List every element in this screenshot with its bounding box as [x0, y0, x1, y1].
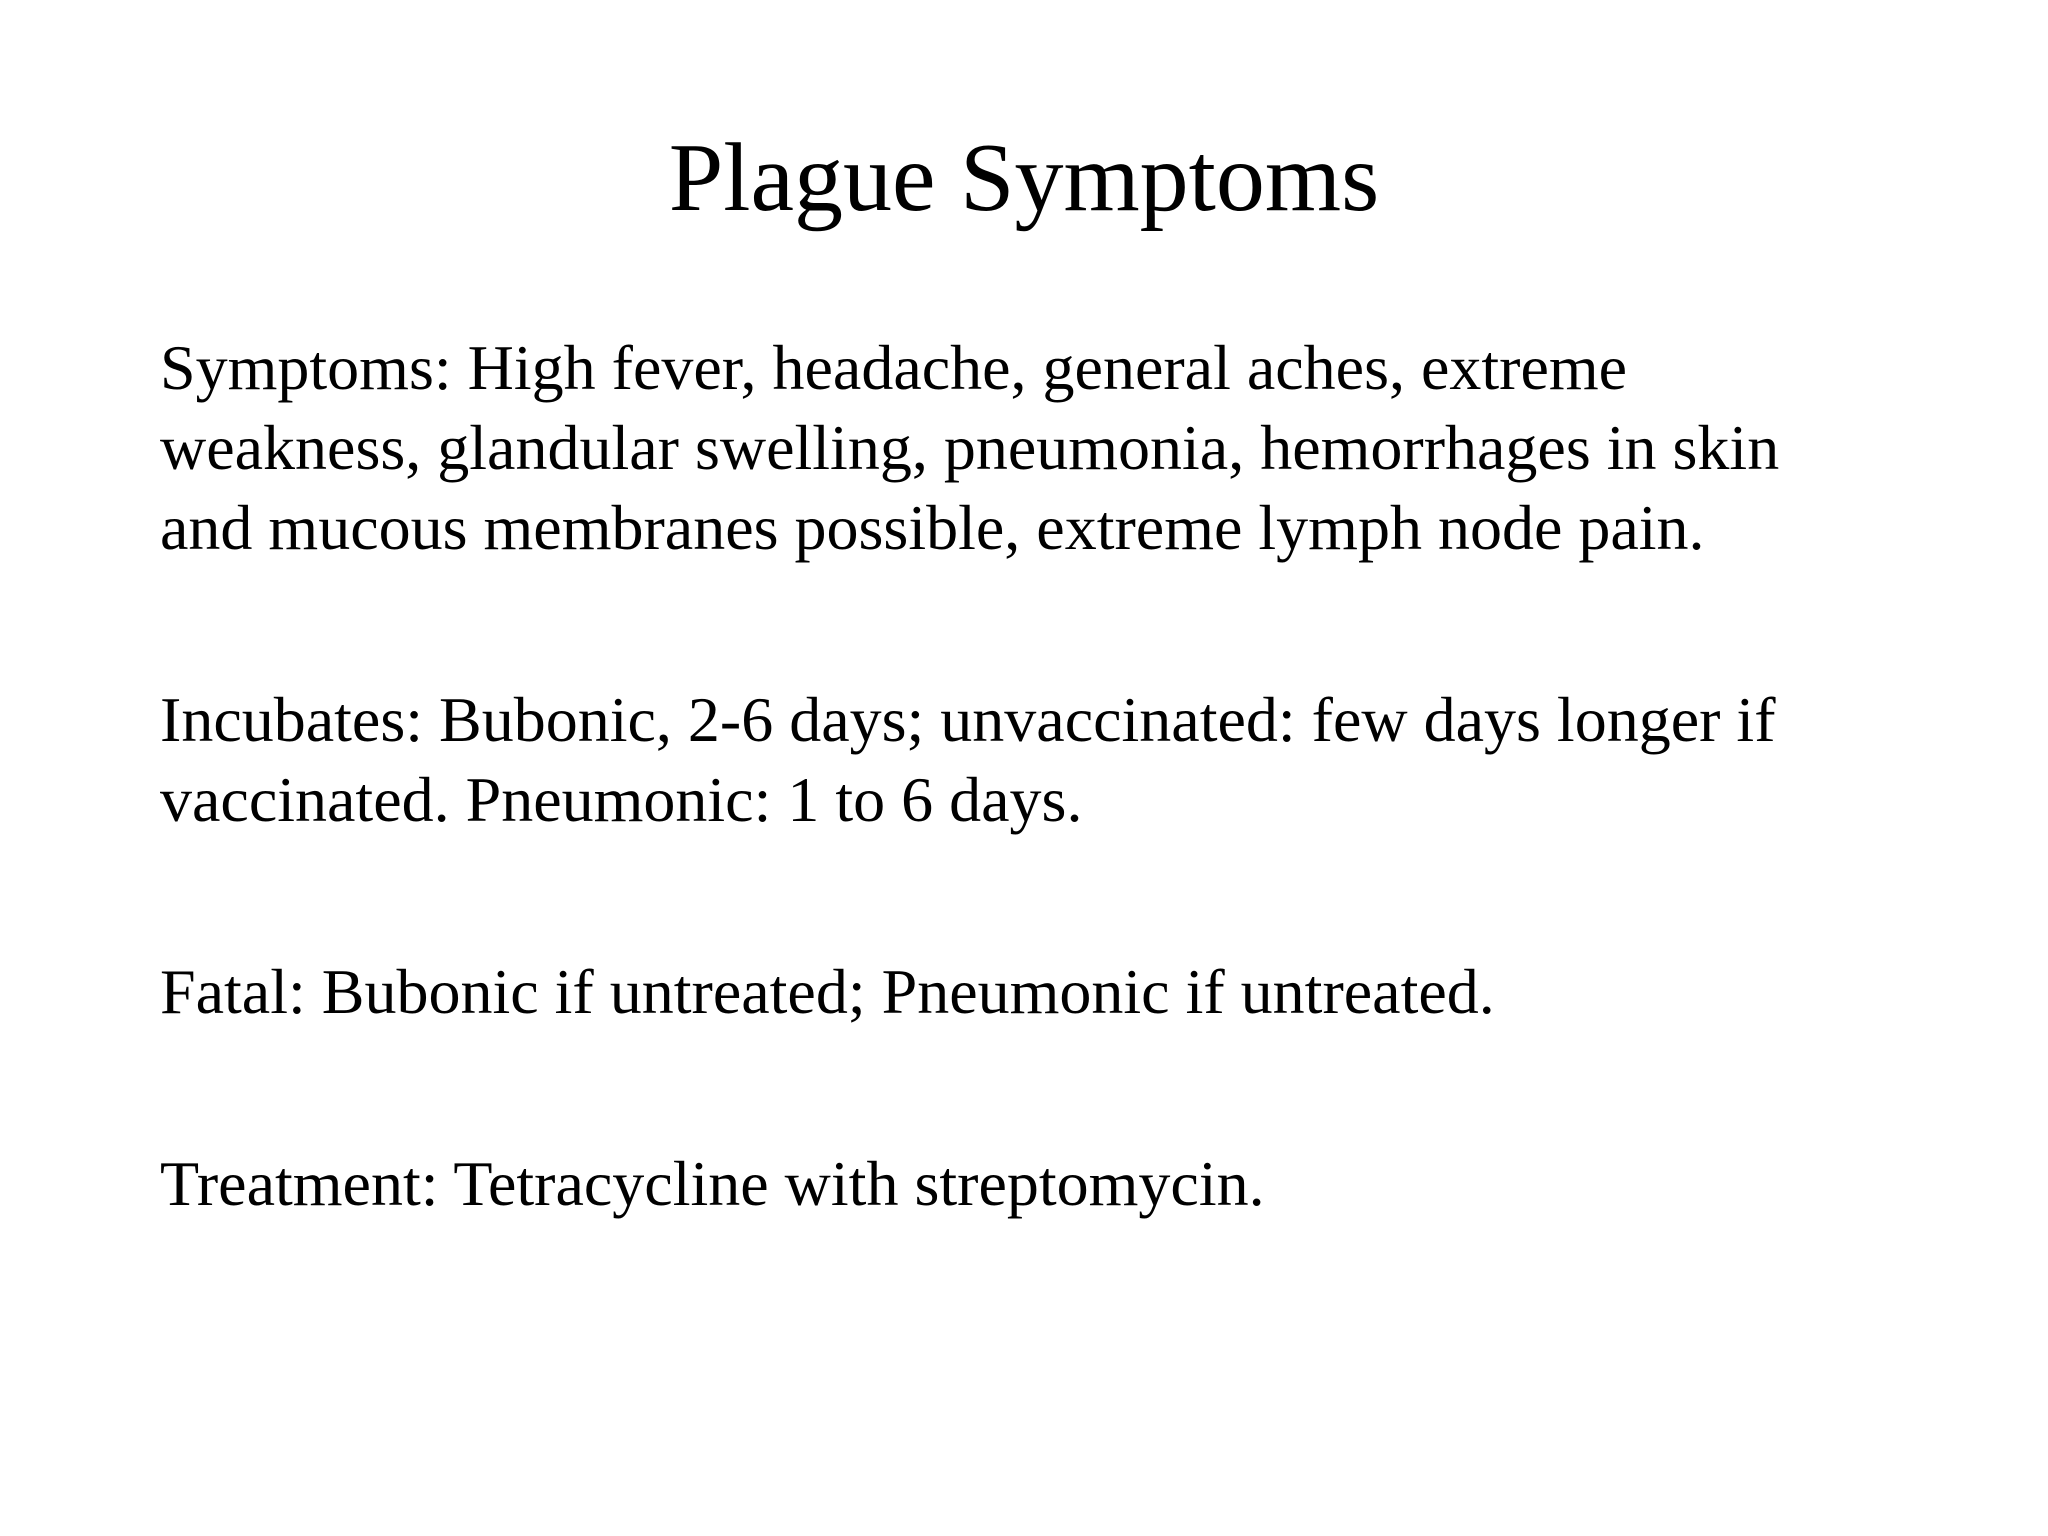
paragraph-line: weakness, glandular swelling, pneumonia, hemorrhages in skin: [160, 412, 1780, 483]
paragraph-fatal: [160, 952, 1960, 1032]
slide-body: [160, 328, 1960, 1336]
paragraph-line: vaccinated. Pneumonic: 1 to 6 days.: [160, 764, 1083, 835]
paragraph-line: and mucous membranes possible, extreme lymph node pain.: [160, 492, 1705, 563]
paragraph-line: Symptoms: High fever, headache, general aches, extreme: [160, 332, 1628, 403]
paragraph-treatment: [160, 1144, 1960, 1224]
slide-title: Plague Symptoms: [668, 124, 1380, 232]
paragraph-incubates: [160, 680, 1960, 840]
paragraph-line: Fatal: Bubonic if untreated; Pneumonic if untreated.: [160, 956, 1495, 1027]
paragraph-line: Treatment: Tetracycline with streptomycin.: [160, 1148, 1265, 1219]
paragraph-line: Incubates: Bubonic, 2-6 days; unvaccinated: few days longer if: [160, 684, 1776, 755]
paragraph-symptoms: [160, 328, 1960, 568]
